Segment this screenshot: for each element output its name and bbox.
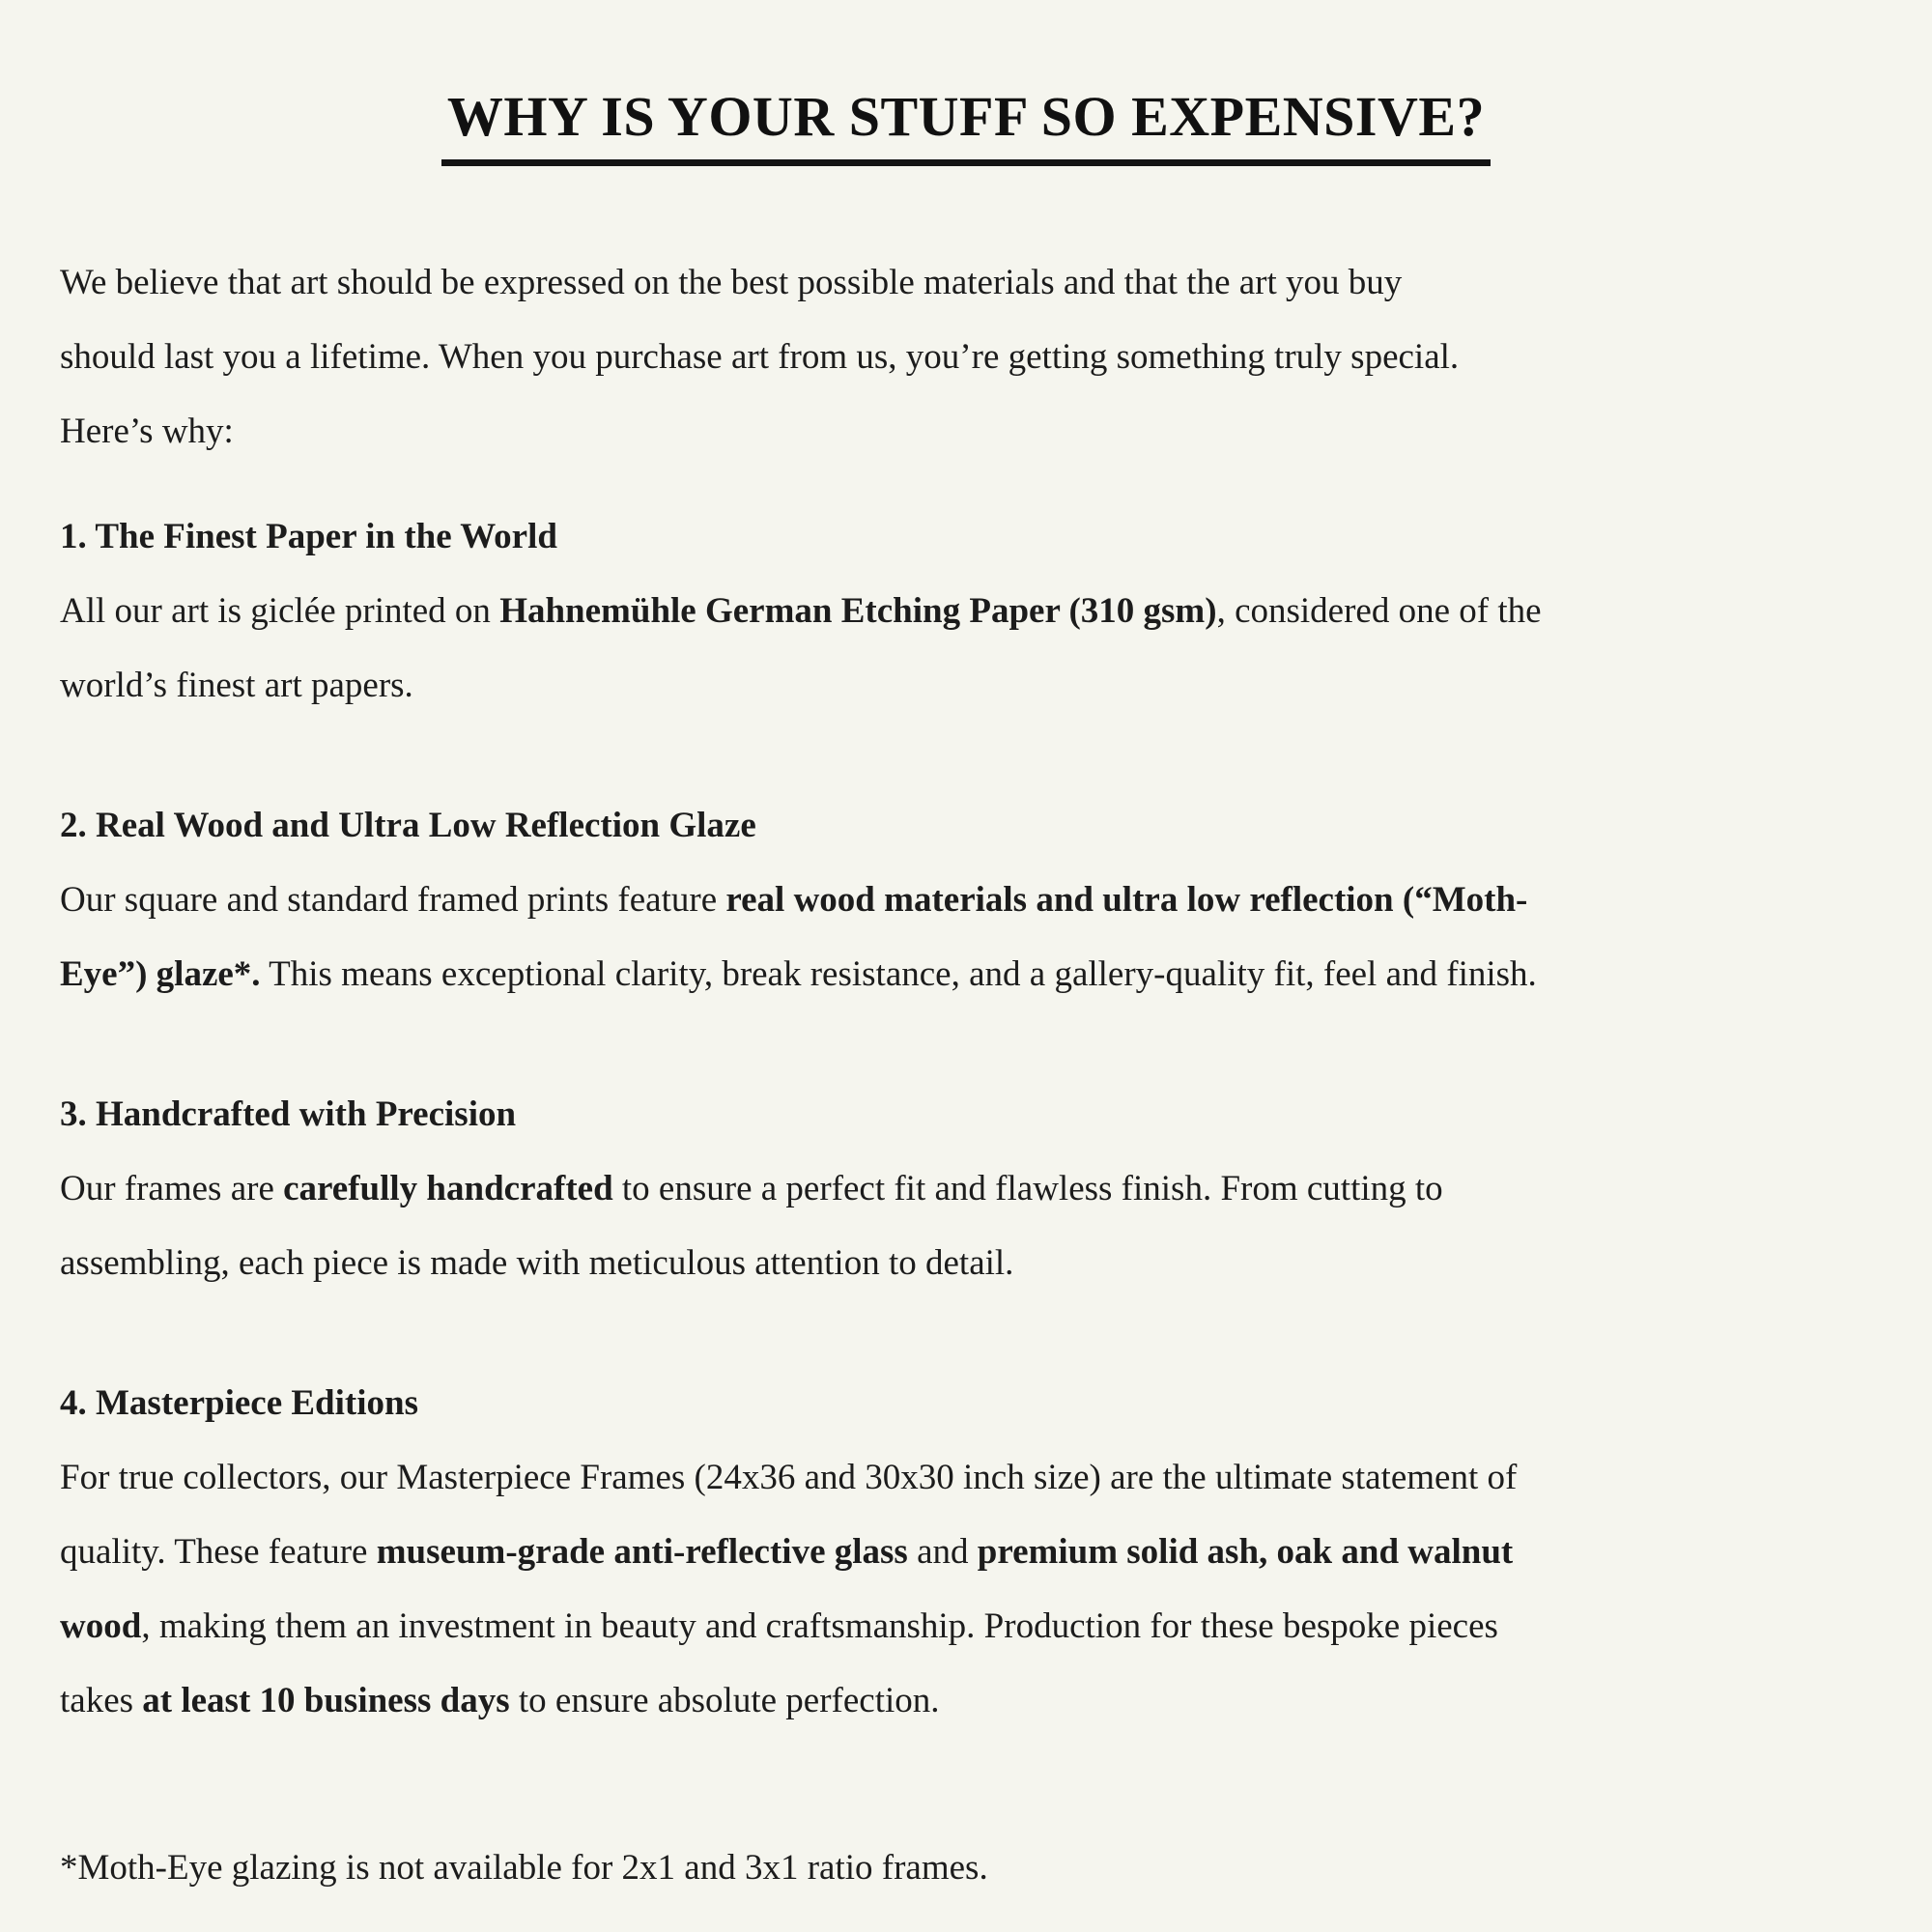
section-body-finest-paper: All our art is giclée printed on Hahnemühle German Etching Paper (310 gsm), considered one of the world’s finest art papers. — [60, 590, 1542, 705]
footnote-moth-eye: *Moth-Eye glazing is not available for 2x1 and 3x1 ratio frames. — [60, 1847, 988, 1888]
section-heading-finest-paper: 1. The Finest Paper in the World — [60, 516, 557, 556]
section-handcrafted — [60, 1077, 1872, 1300]
section-body-handcrafted: Our frames are carefully handcrafted to ensure a perfect fit and flawless finish. From cutting to assembling, each piece is made with meticulous attention to detail. — [60, 1168, 1443, 1283]
section-heading-real-wood-glaze: 2. Real Wood and Ultra Low Reflection Glaze — [60, 805, 756, 845]
section-heading-masterpiece-editions: 4. Masterpiece Editions — [60, 1382, 418, 1423]
page-title — [60, 85, 1872, 166]
intro-paragraph: We believe that art should be expressed on the best possible materials and that the art you buy should last you a lifetime. When you purchase art from us, you’re getting something truly special. Here’s why: — [60, 262, 1460, 451]
section-body-real-wood-glaze: Our square and standard framed prints feature real wood materials and ultra low reflection (“Moth- Eye”) glaze*. This means exceptional clarity, break resistance, and a gallery-quality fit, feel and finish. — [60, 879, 1537, 994]
section-masterpiece-editions — [60, 1366, 1872, 1738]
section-heading-handcrafted: 3. Handcrafted with Precision — [60, 1094, 517, 1134]
section-finest-paper — [60, 499, 1872, 723]
section-real-wood-glaze — [60, 788, 1872, 1011]
section-body-masterpiece-editions: For true collectors, our Masterpiece Frames (24x36 and 30x30 inch size) are the ultimate statement of quality. These feature museum-grade anti-reflective glass and premium solid ash, oak and walnut wood, making them an investment in beauty and craftsmanship. Production for these bespoke pieces takes at least 10 business days to ensure absolute perfection. — [60, 1457, 1518, 1720]
page-title-text: WHY IS YOUR STUFF SO EXPENSIVE? — [441, 85, 1491, 166]
